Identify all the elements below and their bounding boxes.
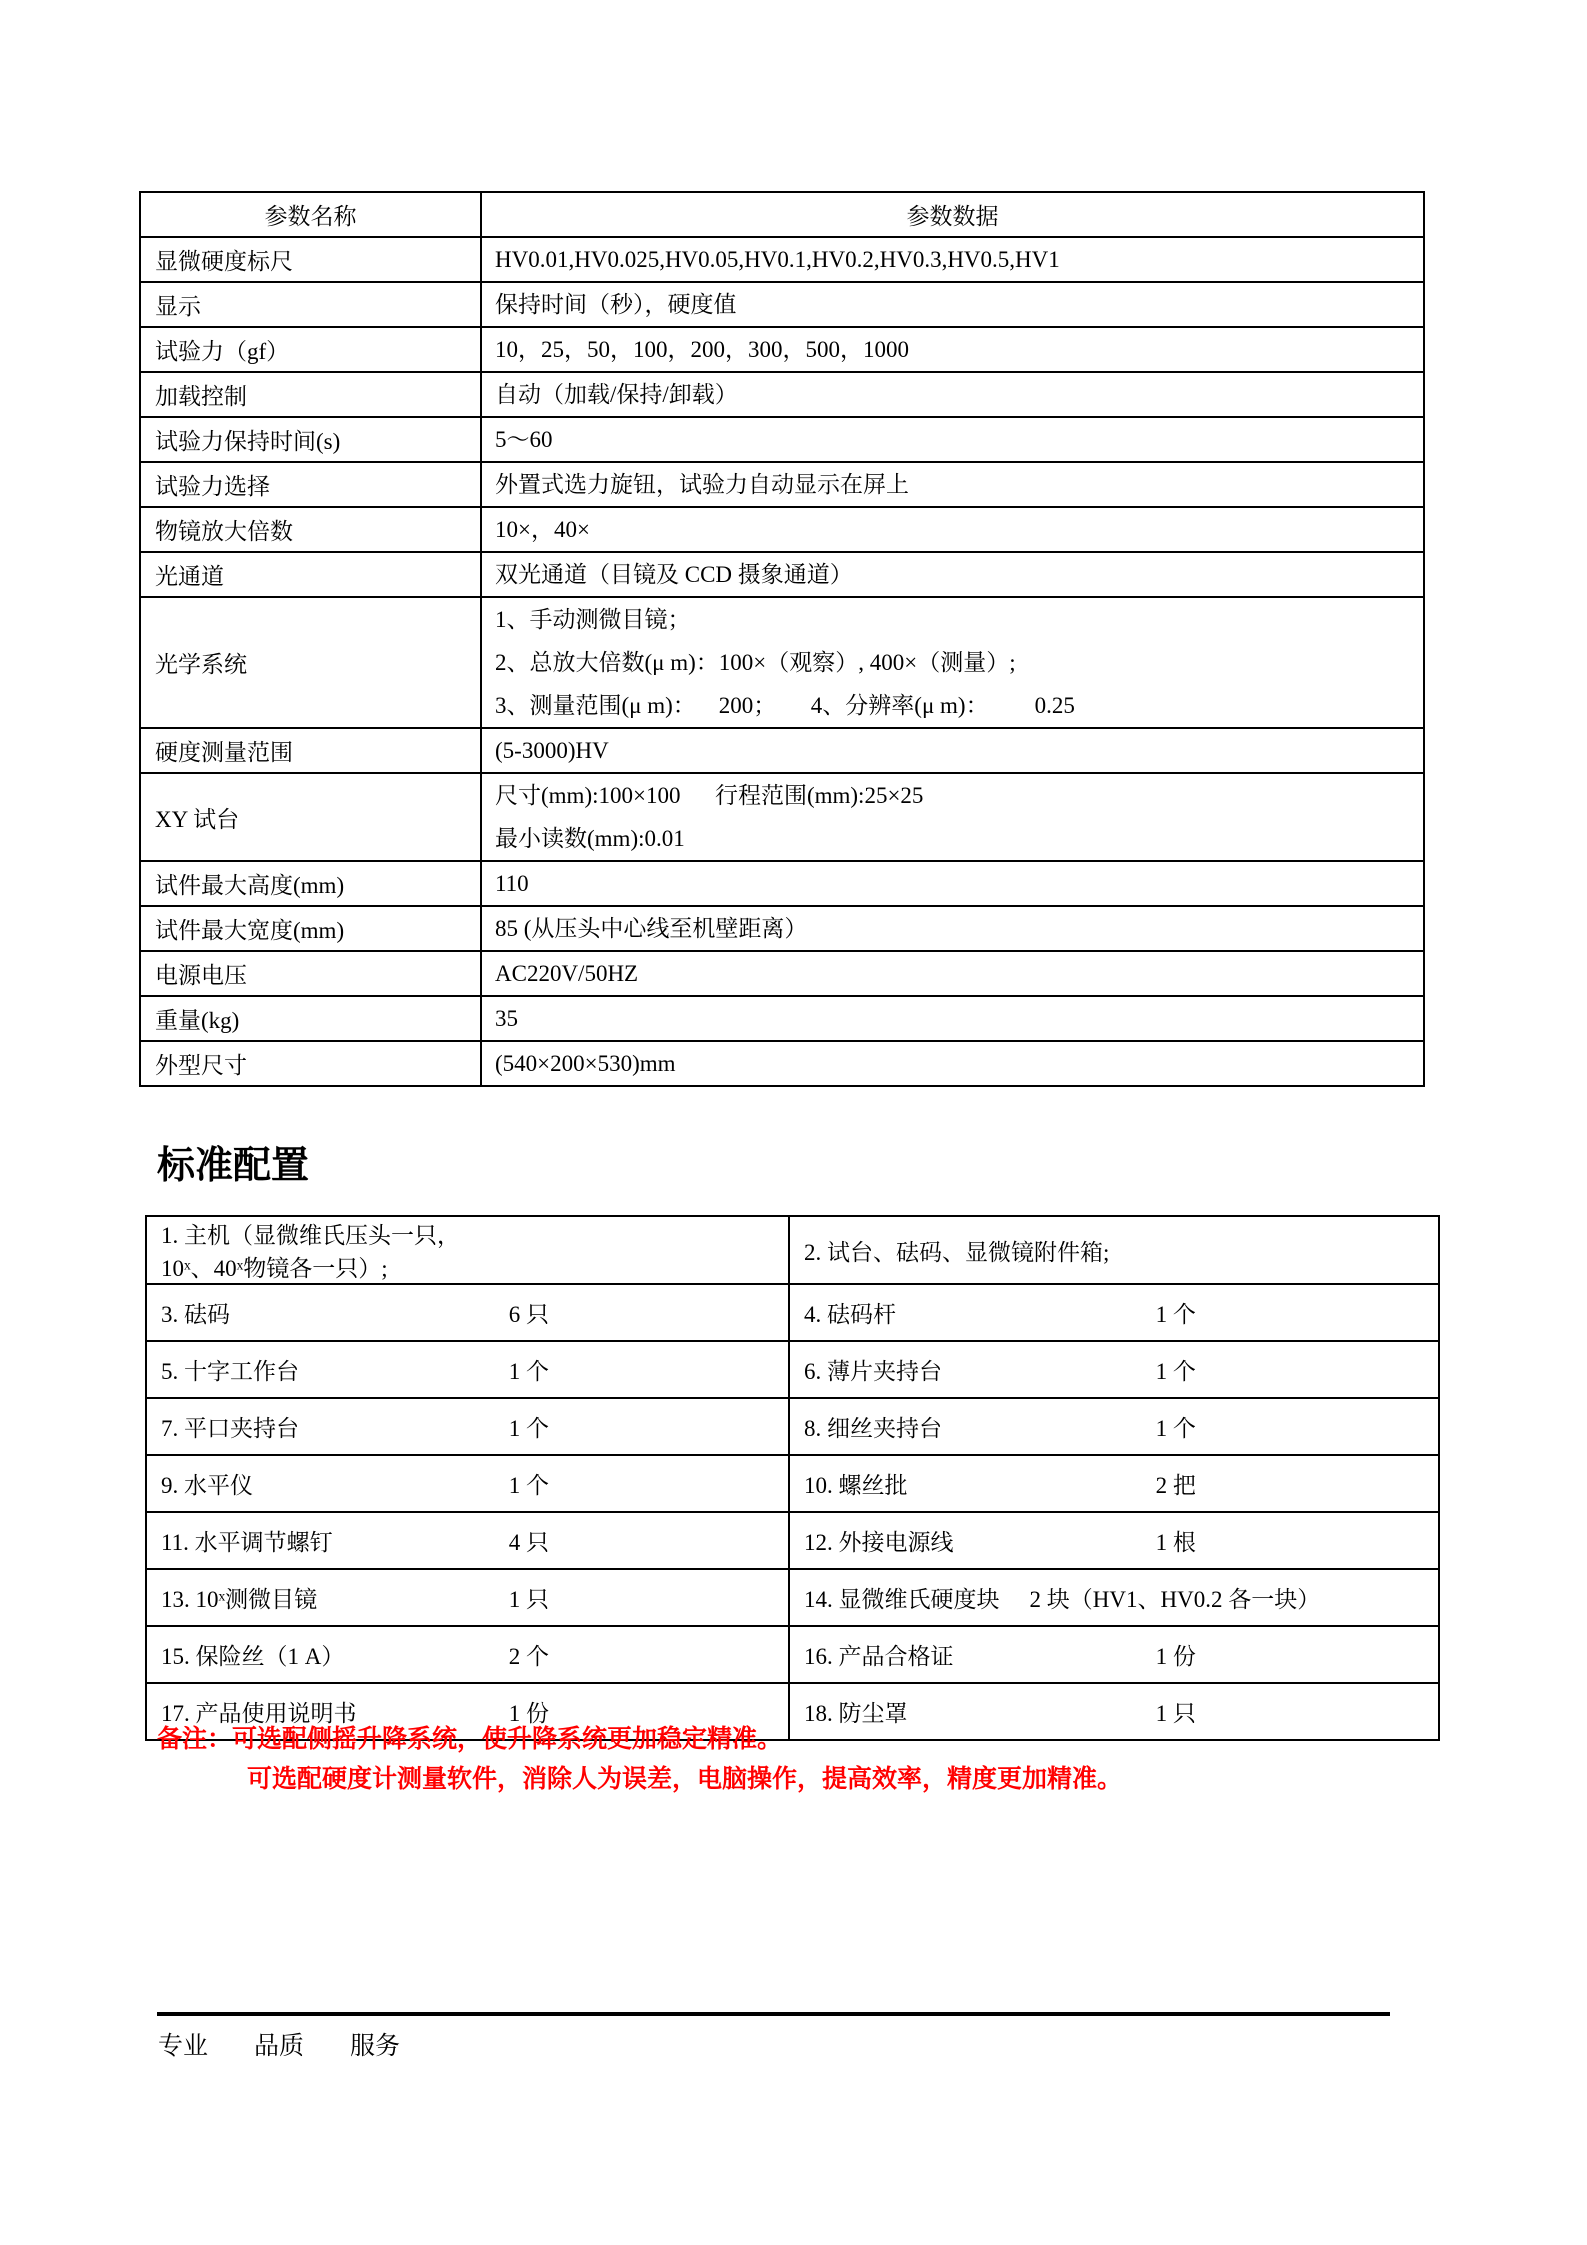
param-value-line: 保持时间（秒），硬度值 (495, 292, 737, 317)
config-row (146, 1216, 1439, 1284)
spec-row (140, 417, 1424, 462)
footer-slogan-item: 服务 (350, 2033, 401, 2060)
config-table-body (146, 1216, 1439, 1740)
config-item-qty: 4 只 (508, 1530, 549, 1555)
config-item-label: 18. 防尘罩 (804, 1701, 908, 1726)
config-item-cell (146, 1341, 789, 1398)
config-row (146, 1455, 1439, 1512)
param-value-cell (481, 1041, 1424, 1086)
param-name-cell: 光通道 (140, 552, 481, 597)
param-value-cell (481, 507, 1424, 552)
config-item-label: 3. 砝码 (161, 1302, 230, 1327)
spec-header-row (140, 192, 1424, 237)
config-item-label: 15. 保险丝（1 A） (161, 1644, 345, 1669)
config-item (161, 1581, 782, 1614)
config-item-cell (146, 1398, 789, 1455)
spec-row (140, 728, 1424, 773)
config-item-qty: 1 只 (508, 1587, 549, 1612)
config-section-title: 标准配置 (157, 1145, 310, 1187)
config-item-qty: 1 根 (1155, 1530, 1196, 1555)
param-value-cell (481, 552, 1424, 597)
param-value-line: 10，25，50，100，200，300，500，1000 (495, 337, 909, 362)
config-item-qty: 1 个 (508, 1359, 549, 1384)
spec-header-param-data: 参数数据 (481, 192, 1424, 237)
param-name-cell: 重量(kg) (140, 996, 481, 1041)
param-value-cell (481, 597, 1424, 728)
spec-row (140, 773, 1424, 861)
config-item-qty: 1 份 (508, 1701, 549, 1726)
param-value-cell (481, 861, 1424, 906)
remarks-text-1: 可选配侧摇升降系统，使升降系统更加稳定精准。 (232, 1726, 783, 1753)
spec-row (140, 861, 1424, 906)
footer-rule (157, 2012, 1390, 2016)
config-item-qty: 6 只 (508, 1302, 549, 1327)
config-item-label: 16. 产品合格证 (804, 1644, 954, 1669)
param-value-line: 2、总放大倍数(μ m)：100×（观察）, 400×（测量）; (495, 650, 1016, 675)
param-name-cell: 光学系统 (140, 597, 481, 728)
config-item-qty: 1 个 (508, 1416, 549, 1441)
remarks (157, 1720, 1122, 1800)
spec-header-param-name: 参数名称 (140, 192, 481, 237)
config-item (804, 1638, 1432, 1671)
config-item-cell (789, 1284, 1439, 1341)
config-item (804, 1234, 1432, 1267)
spec-row (140, 552, 1424, 597)
config-item-qty: 1 个 (1155, 1302, 1196, 1327)
config-item (804, 1296, 1432, 1329)
param-name-cell: 硬度测量范围 (140, 728, 481, 773)
config-row (146, 1398, 1439, 1455)
param-value-line: 10×，40× (495, 517, 590, 542)
param-value-line: 尺寸(mm):100×100 行程范围(mm):25×25 (495, 783, 924, 808)
param-name-cell: 外型尺寸 (140, 1041, 481, 1086)
spec-table (139, 191, 1425, 1087)
config-item-label: 9. 水平仪 (161, 1473, 253, 1498)
config-item-cell (789, 1216, 1439, 1284)
footer-slogan-item: 品质 (254, 2033, 305, 2060)
param-name-cell: 试件最大宽度(mm) (140, 906, 481, 951)
config-item-cell (789, 1626, 1439, 1683)
config-item (161, 1353, 782, 1386)
spec-row (140, 951, 1424, 996)
param-value-cell (481, 951, 1424, 996)
config-item-cell (146, 1512, 789, 1569)
config-item-qty: 2 个 (508, 1644, 549, 1669)
config-item-label: 7. 平口夹持台 (161, 1416, 299, 1441)
param-name-cell: 显示 (140, 282, 481, 327)
config-item-cell (146, 1569, 789, 1626)
param-value-cell (481, 417, 1424, 462)
spec-row (140, 597, 1424, 728)
param-value-line: 35 (495, 1006, 518, 1031)
config-item-cell (789, 1569, 1439, 1626)
config-item-label: 17. 产品使用说明书 (161, 1701, 357, 1726)
remarks-line-2: 可选配硬度计测量软件，消除人为误差，电脑操作，提高效率，精度更加精准。 (247, 1766, 1123, 1793)
param-value-line: 自动（加载/保持/卸载） (495, 382, 738, 407)
config-row (146, 1284, 1439, 1341)
config-item (161, 1410, 782, 1443)
param-name-cell: 试件最大高度(mm) (140, 861, 481, 906)
spec-row (140, 237, 1424, 282)
config-item (161, 1524, 782, 1557)
param-value-cell (481, 996, 1424, 1041)
config-item (804, 1467, 1432, 1500)
param-value-line: 85 (从压头中心线至机壁距离） (495, 916, 808, 941)
config-item-cell (789, 1341, 1439, 1398)
param-value-line: 1、手动测微目镜； (495, 607, 691, 632)
config-item-cell (146, 1455, 789, 1512)
param-value-line: 3、测量范围(μ m)： 200； 4、分辨率(μ m)： 0.25 (495, 693, 1075, 718)
config-row (146, 1626, 1439, 1683)
config-item-qty: 1 个 (1155, 1416, 1196, 1441)
config-item (804, 1581, 1432, 1614)
config-item (161, 1296, 782, 1329)
config-item (804, 1353, 1432, 1386)
config-item (161, 1217, 782, 1283)
spec-row (140, 507, 1424, 552)
spec-row (140, 1041, 1424, 1086)
param-value-line: 5～60 (495, 427, 553, 452)
spec-row (140, 462, 1424, 507)
config-item-qty: 1 个 (1155, 1359, 1196, 1384)
config-item-label: 8. 细丝夹持台 (804, 1416, 942, 1441)
param-value-cell (481, 327, 1424, 372)
param-value-cell (481, 282, 1424, 327)
config-item-qty: 1 个 (508, 1473, 549, 1498)
config-item-label: 10. 螺丝批 (804, 1473, 908, 1498)
config-row (146, 1569, 1439, 1626)
config-item-label: 2. 试台、砝码、显微镜附件箱; (804, 1239, 1110, 1265)
config-item-cell (789, 1512, 1439, 1569)
param-value-line: AC220V/50HZ (495, 961, 639, 986)
remarks-prefix: 备注： (157, 1726, 233, 1753)
param-name-cell: 物镜放大倍数 (140, 507, 481, 552)
config-item-cell (789, 1455, 1439, 1512)
param-value-line: 最小读数(mm):0.01 (495, 826, 685, 851)
remarks-line-1 (157, 1720, 1122, 1760)
param-name-cell: 电源电压 (140, 951, 481, 996)
param-value-cell (481, 462, 1424, 507)
param-value-line: (5-3000)HV (495, 738, 609, 763)
config-item-label: 6. 薄片夹持台 (804, 1359, 942, 1384)
param-value-line: (540×200×530)mm (495, 1051, 676, 1076)
config-item (804, 1524, 1432, 1557)
config-item-cell (146, 1284, 789, 1341)
param-name-cell: 加载控制 (140, 372, 481, 417)
param-name-cell: XY 试台 (140, 773, 481, 861)
footer-slogan-item: 专业 (158, 2033, 209, 2060)
config-item-label: 14. 显微维氏硬度块 (804, 1587, 1000, 1612)
config-item-label: 5. 十字工作台 (161, 1359, 299, 1384)
param-name-cell: 试验力选择 (140, 462, 481, 507)
config-item-qty: 2 块（HV1、HV0.2 各一块） (1029, 1587, 1321, 1612)
param-name-cell: 试验力（gf） (140, 327, 481, 372)
spec-row (140, 906, 1424, 951)
config-item-cell (146, 1216, 789, 1284)
config-item (161, 1467, 782, 1500)
config-table (145, 1215, 1440, 1741)
config-item (804, 1410, 1432, 1443)
param-name-cell: 试验力保持时间(s) (140, 417, 481, 462)
param-value-cell (481, 728, 1424, 773)
param-name-cell: 显微硬度标尺 (140, 237, 481, 282)
config-row (146, 1512, 1439, 1569)
footer-slogan (158, 2026, 400, 2062)
spec-table-body (140, 237, 1424, 1086)
config-item-label: 1. 主机（显微维氏压头一只，10ˣ、40ˣ物镜各一只）; (161, 1223, 460, 1281)
param-value-line: 外置式选力旋钮，试验力自动显示在屏上 (495, 472, 909, 497)
param-value-line: HV0.01,HV0.025,HV0.05,HV0.1,HV0.2,HV0.3,HV0.5,HV1 (495, 247, 1060, 272)
config-item-cell (789, 1398, 1439, 1455)
config-item-label: 13. 10ˣ测微目镜 (161, 1587, 318, 1612)
config-item-qty: 1 只 (1155, 1701, 1196, 1726)
spec-row (140, 327, 1424, 372)
spec-row (140, 996, 1424, 1041)
param-value-line: 双光通道（目镜及 CCD 摄象通道） (495, 562, 853, 587)
config-item (161, 1638, 782, 1671)
spec-row (140, 282, 1424, 327)
config-item-label: 12. 外接电源线 (804, 1530, 954, 1555)
config-row (146, 1341, 1439, 1398)
config-item-label: 4. 砝码杆 (804, 1302, 896, 1327)
param-value-cell (481, 906, 1424, 951)
spec-row (140, 372, 1424, 417)
config-item-qty: 1 份 (1155, 1644, 1196, 1669)
config-item-qty: 2 把 (1155, 1473, 1196, 1498)
config-item-label: 11. 水平调节螺钉 (161, 1530, 333, 1555)
param-value-cell (481, 237, 1424, 282)
param-value-cell (481, 372, 1424, 417)
config-item-cell (146, 1626, 789, 1683)
param-value-cell (481, 773, 1424, 861)
param-value-line: 110 (495, 871, 529, 896)
